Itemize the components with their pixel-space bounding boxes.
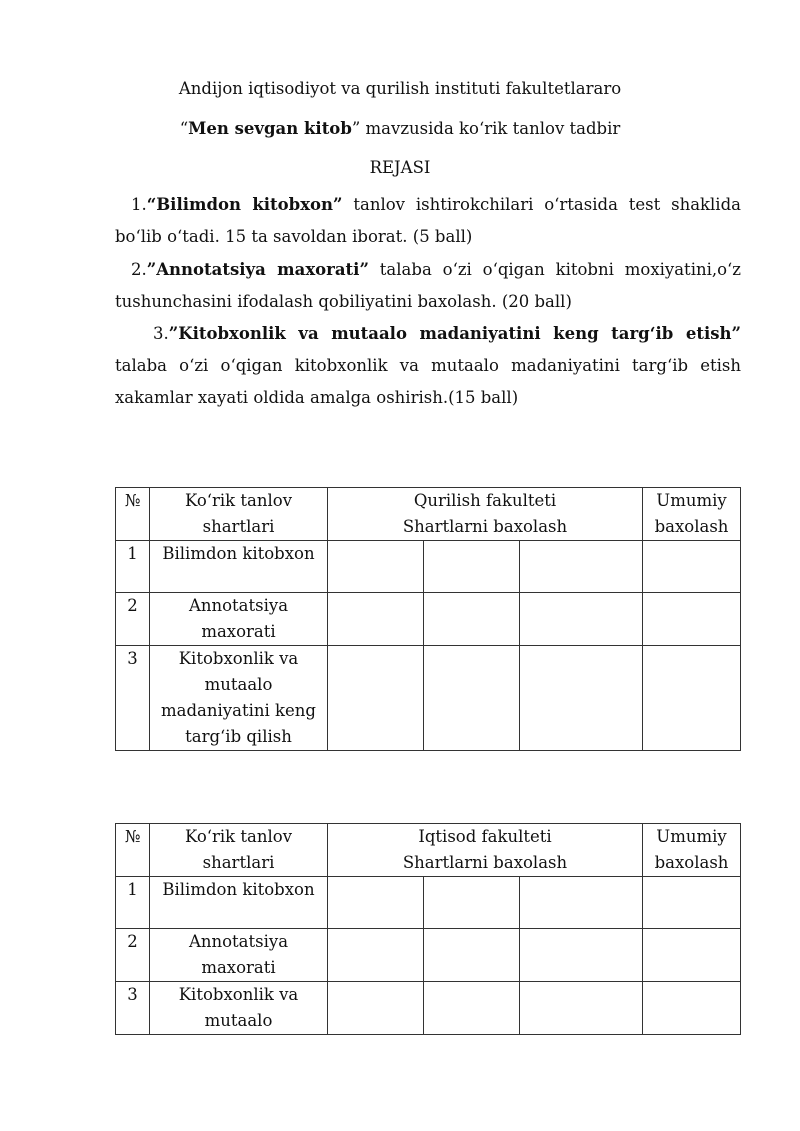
event-theme: Men sevgan kitob (188, 119, 352, 138)
total-cell[interactable] (643, 877, 741, 929)
score-cell[interactable] (424, 541, 520, 593)
row-number: 3 (116, 646, 150, 751)
table-row (116, 593, 741, 646)
score-cell[interactable] (328, 541, 424, 593)
plan-item-3: 3.”Kitobxonlik va mutaalo madaniyatini keng targʻib etish” talaba oʻzi oʻqigan kitobxonlik va mutaalo madaniyatini targʻib etish xakamlar xayati oldida amalga oshirish.(15 ball) (115, 324, 741, 407)
table-row (116, 541, 741, 593)
col-header-total: Umumiy baxolash (643, 488, 741, 541)
score-cell[interactable] (424, 646, 520, 751)
score-cell[interactable] (520, 646, 643, 751)
score-cell[interactable] (520, 877, 643, 929)
total-cell[interactable] (643, 646, 741, 751)
score-table-construction (115, 487, 741, 751)
score-cell[interactable] (424, 877, 520, 929)
row-number: 1 (116, 877, 150, 929)
score-cell[interactable] (328, 877, 424, 929)
score-cell[interactable] (520, 982, 643, 1035)
row-condition: Annotatsiya maxorati (150, 929, 328, 982)
score-cell[interactable] (328, 929, 424, 982)
row-condition: Kitobxonlik va mutaalo madaniyatini keng targʻib qilish (150, 646, 328, 751)
table-row (116, 929, 741, 982)
plan-item-2: 2.”Annotatsiya maxorati” talaba oʻzi oʻqigan kitobni moxiyatini,oʻz tushunchasini ifodalash qobiliyatini baxolash. (20 ball) (115, 260, 741, 311)
score-cell[interactable] (424, 982, 520, 1035)
row-number: 2 (116, 929, 150, 982)
row-condition: Bilimdon kitobxon (150, 541, 328, 593)
col-header-conditions: Koʻrik tanlov shartlari (150, 488, 328, 541)
total-cell[interactable] (643, 982, 741, 1035)
plan-item-1: 1.“Bilimdon kitobxon” tanlov ishtirokchilari oʻrtasida test shaklida boʻlib oʻtadi. 15 ta savoldan iborat. (5 ball) (115, 195, 741, 246)
table-row (116, 982, 741, 1035)
score-table-economics (115, 823, 741, 1035)
score-cell[interactable] (328, 982, 424, 1035)
score-cell[interactable] (520, 929, 643, 982)
header-plan: REJASI (369, 158, 431, 177)
total-cell[interactable] (643, 593, 741, 646)
row-number: 2 (116, 593, 150, 646)
col-header-number: № (116, 824, 150, 877)
col-header-faculty: Iqtisod fakulteti Shartlarni baxolash (328, 824, 643, 877)
col-header-total: Umumiy baxolash (643, 824, 741, 877)
total-cell[interactable] (643, 541, 741, 593)
table-row (116, 646, 741, 751)
row-number: 3 (116, 982, 150, 1035)
col-header-number: № (116, 488, 150, 541)
header-institute: Andijon iqtisodiyot va qurilish instituti fakultetlararo (178, 79, 622, 98)
table-row (116, 877, 741, 929)
col-header-faculty: Qurilish fakulteti Shartlarni baxolash (328, 488, 643, 541)
score-cell[interactable] (520, 593, 643, 646)
header-event-title: “Men sevgan kitob” mavzusida koʻrik tanlov tadbir (179, 119, 621, 138)
score-cell[interactable] (424, 593, 520, 646)
row-condition: Kitobxonlik va mutaalo (150, 982, 328, 1035)
row-number: 1 (116, 541, 150, 593)
total-cell[interactable] (643, 929, 741, 982)
row-condition: Bilimdon kitobxon (150, 877, 328, 929)
score-cell[interactable] (520, 541, 643, 593)
score-cell[interactable] (328, 646, 424, 751)
score-cell[interactable] (424, 929, 520, 982)
table-header-row (116, 824, 741, 877)
score-cell[interactable] (328, 593, 424, 646)
col-header-conditions: Koʻrik tanlov shartlari (150, 824, 328, 877)
row-condition: Annotatsiya maxorati (150, 593, 328, 646)
table-header-row (116, 488, 741, 541)
